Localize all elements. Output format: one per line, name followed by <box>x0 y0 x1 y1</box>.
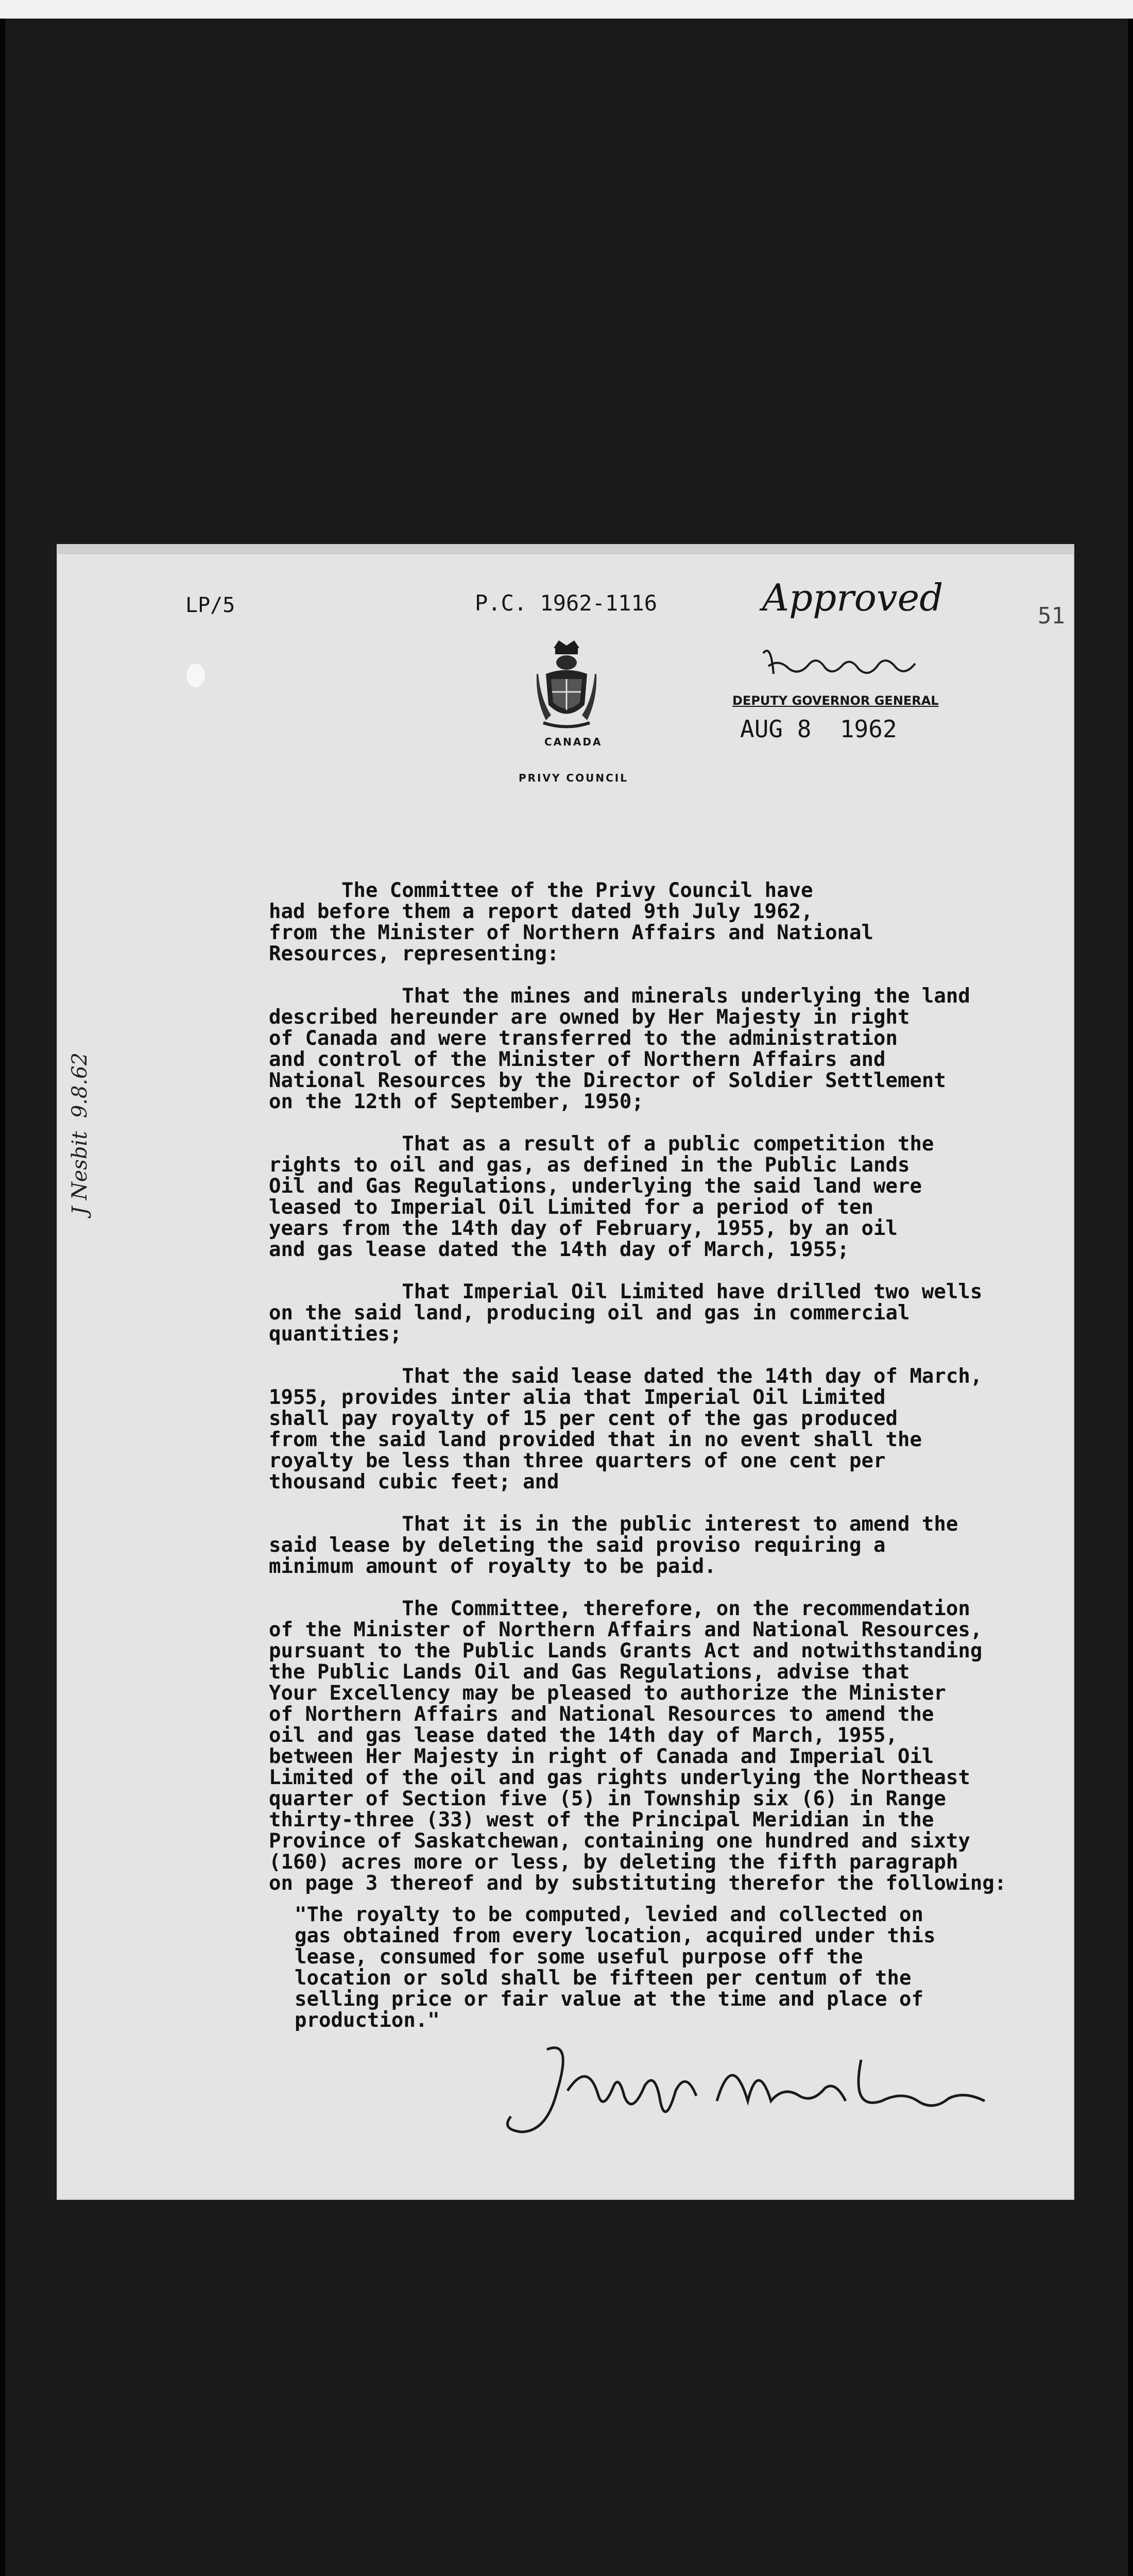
document-page <box>58 545 1073 2199</box>
paragraph-lease: That the said lease dated the 14th day of March, 1955, provides inter alia that Imperial Oil Limited shall pay royalty of 15 per cent of the gas produced from the said land provided that in no event shall the royalty be less than three quarters of one cent per thousand cubic feet; and <box>269 1365 983 1494</box>
letterhead-council: PRIVY COUNCIL <box>519 772 628 784</box>
order-number: P.C. 1962-1116 <box>475 590 658 616</box>
film-edge-right <box>1128 19 1133 2576</box>
paragraph-quotation: "The royalty to be computed, levied and collected on gas obtained from every location, acquired under this lease, consumed for some useful purpose off the location or sold shall be fifteen per centum of the selling price or fair value at the time and place of production." <box>295 1903 936 2032</box>
coat-of-arms-icon <box>536 638 597 731</box>
letterhead-country: CANADA <box>544 736 603 748</box>
paragraph-amend: That it is in the public interest to amend the said lease by deleting the said proviso requiring a minimum amount of royalty to be paid. <box>269 1513 958 1578</box>
margin-handwritten-note: J Nesbit 9.8.62 <box>68 1052 92 1215</box>
stamp-title: DEPUTY GOVERNOR GENERAL <box>732 693 939 708</box>
file-code: LP/5 <box>185 594 235 617</box>
punch-hole <box>186 664 205 687</box>
document-body <box>269 880 1052 2031</box>
film-edge-left <box>0 19 5 2576</box>
paragraph-recommendation: The Committee, therefore, on the recommendation of the Minister of Northern Affairs and National Resources, pursuant to the Public Lands Grants Act and notwithstanding the Public Lands Oil and Gas Regulations, advise that Your Excellency may be pleased to authorize the Minister of Northern Affairs and National Resources to amend the oil and gas lease dated the 14th day of March, 1955, between Her Majesty in right of Canada and Imperial Oil Limited of the oil and gas rights underlying the Northeast quarter of Section five (5) in Township six (6) in Range thirty-three (33) west of the Principal Meridian in the Province of Saskatchewan, containing one hundred and sixty (160) acres more or less, by deleting the fifth paragraph on page 3 thereof and by substituting therefor the following: <box>269 1597 1007 1895</box>
deputy-governor-signature <box>732 571 969 694</box>
page-top-edge <box>58 545 1073 554</box>
page-number: 51 <box>1038 603 1065 629</box>
paragraph-intro: The Committee of the Privy Council have had before them a report dated 9th July 1962, from the Minister of Northern Affairs and National Resources, representing: <box>269 879 873 965</box>
paragraph-mines: That the mines and minerals underlying the land described hereunder are owned by Her Majesty in right of Canada and were transferred to the administration and control of the Minister of Northern Affairs and National Resources by the Director of Soldier Settlement on the 12th of September, 1950; <box>269 985 970 1113</box>
minister-signature <box>490 2029 1005 2163</box>
paragraph-wells: That Imperial Oil Limited have drilled two wells on the said land, producing oil and gas in commercial quantities; <box>269 1280 983 1346</box>
stamp-date: AUG 8 1962 <box>740 715 897 743</box>
approved-handwriting: Approved <box>762 576 943 619</box>
scan-top-strip <box>0 0 1133 19</box>
paragraph-competition: That as a result of a public competition the rights to oil and gas, as defined in the Public Lands Oil and Gas Regulations, underlying the said land were leased to Imperial Oil Limited for a period of ten years from the 14th day of February, 1955, by an oil and gas lease dated the 14th day of March, 1955; <box>269 1132 934 1261</box>
